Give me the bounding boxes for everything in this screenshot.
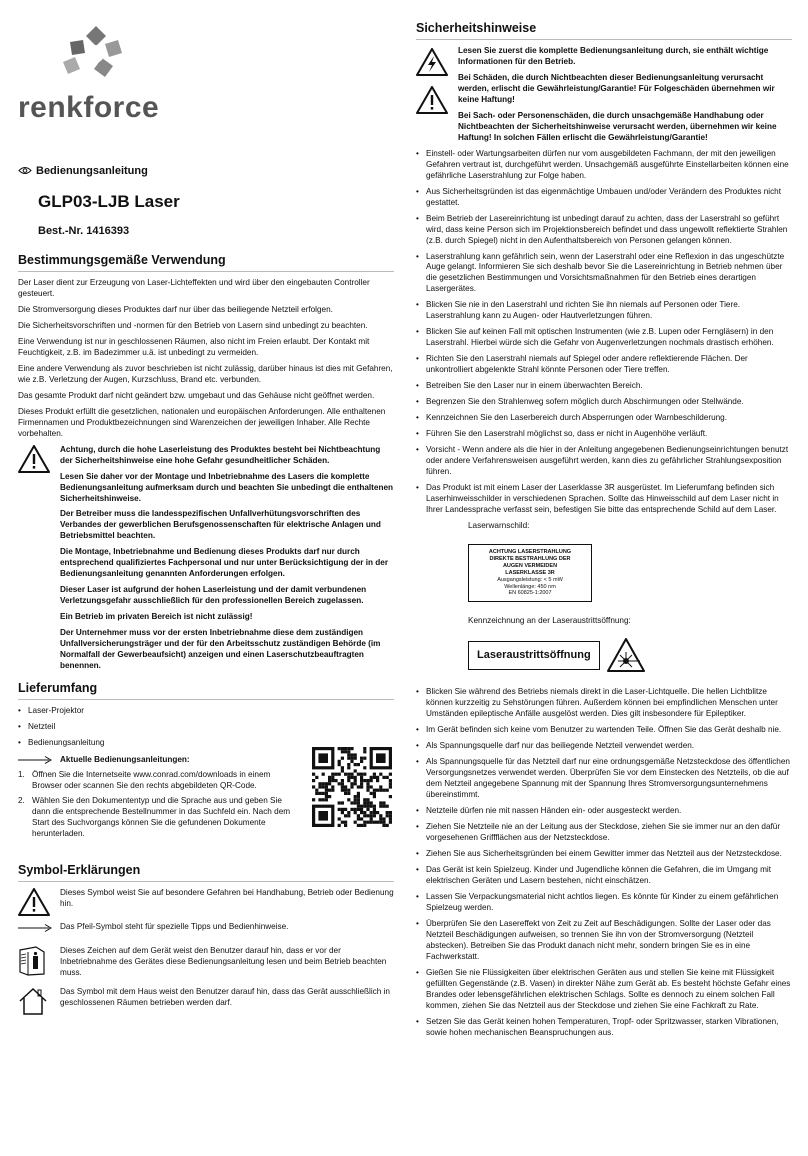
scope-list (18, 706, 394, 749)
order-number: Best.-Nr. 1416393 (38, 224, 130, 237)
qr-code[interactable] (312, 747, 392, 827)
warning-paragraph: Ein Betrieb im privaten Bereich ist nicht zulässig! (60, 612, 253, 622)
list-item: • Als Spannungsquelle für das Netzteil darf nur eine ordnungsgemäße Netzsteckdose des öffentlichen Versorgungsnetzes verwendet werden. Überprüfen Sie vor dem Einstecken des Netzteils, ob die auf dem Netzteil angegebene Spannung mit der Spannung Ihres Stromversorgungsunternehmens übereinstimmt. (416, 757, 792, 801)
list-item: • Bedienungsanleitung (18, 738, 394, 749)
list-item: • Ziehen Sie aus Sicherheitsgründen bei einem Gewitter immer das Netzteil aus der Netzsteckdose. (416, 849, 792, 860)
list-item: • Einstell- oder Wartungsarbeiten dürfen nur vom ausgebildeten Fachmann, der mit den jeweiligen Gefahren vertraut ist, durchgeführt werden. Unsachgemäß ausgeführte Einstellarbeiten können eine gefährliche Laserstrahlung zur Folge haben. (416, 149, 792, 182)
document-header (18, 164, 394, 238)
symbol-row-manual (18, 946, 394, 979)
logo-mark-icon (18, 22, 168, 92)
list-item: • Das Gerät ist kein Spielzeug. Kinder und Jugendliche können die Gefahren, die im Umgang mit elektrischen Geräten und Lasern bestehen, nicht einschätzen. (416, 865, 792, 887)
paragraph: Eine andere Verwendung als zuvor beschrieben ist nicht zulässig, darüber hinaus ist dies mit Gefahren, wie z.B. Verletzung der Augen, Kurzschluss, Brand etc. verbunden. (18, 363, 393, 384)
scope-heading: Lieferumfang (18, 680, 394, 700)
list-item: • Führen Sie den Laserstrahl möglichst so, dass er nicht in Augenhöhe verläuft. (416, 429, 792, 440)
eye-icon (18, 166, 32, 175)
laser-hazard-icon (606, 637, 646, 673)
safety-heading: Sicherheitshinweise (416, 20, 792, 40)
label-line: AUGEN VERMEIDEN (502, 562, 558, 569)
step-number: 1. (18, 769, 25, 779)
right-column (416, 20, 792, 1044)
intro-paragraph: Bei Sach- oder Personenschäden, die durch unsachgemäße Handhabung oder Nichtbeachten der Sicherheitshinweise verursacht werden, übernehmen wir keine Haftung! In solchen Fällen erlischt die Gewährleistung/Garantie! (458, 110, 777, 142)
warning-paragraph: Achtung, durch die hohe Laserleistung des Produktes besteht bei Nichtbeachtung der Sicherheitshinweise eine hohe Gefahr gesundheitlicher Schäden. (60, 444, 381, 465)
product-title: GLP03-LJB Laser (38, 191, 180, 211)
list-item: • Blicken Sie nie in den Laserstrahl und richten Sie ihn niemals auf Personen oder Tiere. Laserstrahlung kann zu Augen- oder Hautverletzungen führen. (416, 300, 792, 322)
list-item: • Ziehen Sie Netzteile nie an der Leitung aus der Steckdose, ziehen Sie sie immer nur an den dafür vorgesehenen Griffflächen aus der Netzsteckdose. (416, 822, 792, 844)
symbol-text: Dieses Symbol weist Sie auf besondere Gefahren bei Handhabung, Betrieb oder Bedienung hin. (60, 887, 394, 908)
paragraph: Das gesamte Produkt darf nicht geändert bzw. umgebaut und das Gehäuse nicht geöffnet werden. (18, 390, 375, 400)
list-item: • Gießen Sie nie Flüssigkeiten über elektrischen Geräten aus und stellen Sie keine mit Flüssigkeit gefüllten Gegenstände (z.B. Vasen) in direkter Nähe zum Gerät ab. Es besteht höchste Gefahr eines Brandes oder lebensgefährlichen elektrischen Schlags. Sollte es dennoch zu einem solchen Fall kommen, ziehen Sie das Netzteil aus der Steckdose und ziehen Sie eine Fachkraft zu Rate. (416, 968, 792, 1012)
aperture-caption: Kennzeichnung an der Laseraustrittsöffnung: (468, 616, 631, 626)
list-item: • Setzen Sie das Gerät keinen hohen Temperaturen, Tropf- oder Spritzwasser, starken Vibrationen, sowie hohen mechanischen Beanspruchungen aus. (416, 1017, 792, 1039)
warning-paragraph: Der Betreiber muss die landesspezifischen Unfallverhütungsvorschriften des Verbandes der gewerblichen Berufsgenossenschaften für elektrische Anlagen und Betriebsmittel beachten. (60, 509, 381, 541)
warning-triangle-icon (18, 888, 50, 916)
list-item: • Im Gerät befinden sich keine vom Benutzer zu wartenden Teile. Öffnen Sie das Gerät deshalb nie. (416, 725, 792, 736)
brand-name: renkforce (18, 91, 160, 124)
list-item: • Überprüfen Sie den Lasereffekt von Zeit zu Zeit auf Beschädigungen. Sollte der Laser oder das Netzteil Beschädigungen aufweisen, so trennen Sie ihn von der Stromversorgung (Netzteil abstecken). Betreiben Sie das Produkt danach nicht mehr, sondern bringen Sie es in eine Fachwerkstatt. (416, 919, 792, 963)
list-item: • Betreiben Sie den Laser nur in einem überwachten Bereich. (416, 381, 792, 392)
document-type: Bedienungsanleitung (36, 165, 148, 177)
brand-logo (18, 22, 168, 122)
arrow-icon (18, 756, 52, 764)
laser-warning-label (468, 544, 592, 602)
list-item: • Blicken Sie auf keinen Fall mit optischen Instrumenten (wie z.B. Lupen oder Ferngläsern) in den Laserstrahl. Hierbei würde sich die Gefahr von Augenverletzungen nochmals drastisch erhöhen. (416, 327, 792, 349)
list-item: • Vorsicht - Wenn andere als die hier in der Anleitung angegebenen Bedienungseinrichtungen benutzt oder andere Verfahrensweisen ausgeführt werden, kann dies zu gefährlicher Strahlungsexposition führen. (416, 445, 792, 478)
left-column (18, 252, 394, 1021)
list-item: • Laserstrahlung kann gefährlich sein, wenn der Laserstrahl oder eine Reflexion in das ungeschützte Auge gelangt. Informieren Sie sich deshalb bevor Sie die Lasereinrichtung in Betrieb nehmen über die gesetzlichen Bestimmungen und Vorsichtsmaßnahmen für den Betrieb eines derartigen Lasergerätes. (416, 252, 792, 296)
symbols-heading: Symbol-Erklärungen (18, 862, 394, 882)
list-item: • Das Produkt ist mit einem Laser der Laserklasse 3R ausgerüstet. Im Lieferumfang befinden sich Laserhinweisschilder in verschiedenen Sprachen. Sollte das Hinweisschild auf dem Laser nicht in Ihrer Landessprache verfasst sein, befestigen Sie bitte das entsprechende Schild auf dem Laser. (416, 483, 792, 516)
list-item: • Aus Sicherheitsgründen ist das eigenmächtige Umbauen und/oder Verändern des Produktes nicht gestattet. (416, 187, 792, 209)
intro-paragraph: Lesen Sie zuerst die komplette Bedienungsanleitung durch, sie enthält wichtige Informationen für den Betrieb. (458, 45, 769, 66)
paragraph: Eine Verwendung ist nur in geschlossenen Räumen, also nicht im Freien erlaubt. Der Kontakt mit Feuchtigkeit, z.B. im Badezimmer u.ä. ist unbedingt zu vermeiden. (18, 336, 370, 357)
laser-warning-label-section (416, 521, 792, 673)
aperture-label: Laseraustrittsöffnung (468, 641, 600, 670)
step-text: Wählen Sie den Dokumententyp und die Sprache aus und geben Sie dann die entsprechende Bestellnummer in das Suchfeld ein. Nach dem Start des Suchvorgangs können Sie die gefundenen Dokumente herunterladen. (32, 795, 291, 838)
current-manuals-label: Aktuelle Bedienungsanleitungen: (60, 754, 190, 764)
paragraph: Die Stromversorgung dieses Produktes darf nur über das beiliegende Netzteil erfolgen. (18, 304, 333, 314)
list-item: • Netzteile dürfen nie mit nassen Händen ein- oder ausgesteckt werden. (416, 806, 792, 817)
list-item: • Richten Sie den Laserstrahl niemals auf Spiegel oder andere reflektierende Flächen. Der unkontrolliert abgelenkte Strahl könnte Personen oder Tiere treffen. (416, 354, 792, 376)
warning-label-caption: Laserwarnschild: (468, 521, 530, 531)
intended-use-text (18, 278, 394, 440)
label-line: LASERKLASSE 3R (505, 569, 555, 576)
step-number: 2. (18, 795, 25, 805)
warning-paragraph: Dieser Laser ist aufgrund der hohen Laserleistung und der damit verbundenen Verletzungsgefahr ausschließlich für den professionellen Bereich zugelassen. (60, 585, 367, 606)
list-item: • Begrenzen Sie den Strahlenweg sofern möglich durch Abschirmungen oder Stellwände. (416, 397, 792, 408)
intended-use-heading: Bestimmungsgemäße Verwendung (18, 252, 394, 272)
house-icon (18, 987, 48, 1015)
label-line: Ausgangsleistung: < 5 mW (497, 576, 563, 583)
symbol-text: Dieses Zeichen auf dem Gerät weist den Benutzer darauf hin, dass er vor der Inbetriebnahme des Gerätes diese Bedienungsanleitung lesen und beim Betrieb beachten muss. (60, 945, 387, 977)
paragraph: Der Laser dient zur Erzeugung von Laser-Lichteffekten und wird über den eingebauten Controller gesteuert. (18, 277, 370, 298)
safety-list-b (416, 687, 792, 1039)
symbol-row-indoor (18, 987, 394, 1013)
intended-use-warning (18, 445, 394, 673)
label-line: Wellenlänge: 450 nm (504, 583, 556, 590)
intro-paragraph: Bei Schäden, die durch Nichtbeachten dieser Bedienungsanleitung verursacht werden, erlischt die Gewährleistung/Garantie! Für Folgeschäden übernehmen wir keine Haftung! (458, 72, 775, 104)
warning-triangle-icon (416, 86, 448, 114)
symbol-row-arrow (18, 922, 394, 938)
paragraph: Die Sicherheitsvorschriften und -normen für den Betrieb von Lasern sind unbedingt zu beachten. (18, 320, 368, 330)
aperture-label-row (468, 637, 792, 673)
label-line: EN 60825-1:2007 (508, 590, 552, 597)
list-item: • Lassen Sie Verpackungsmaterial nicht achtlos liegen. Es könnte für Kinder zu einem gefährlichen Spielzeug werden. (416, 892, 792, 914)
list-item: • Netzteil (18, 722, 394, 733)
arrow-icon (18, 924, 52, 932)
symbol-text: Das Symbol mit dem Haus weist den Benutzer darauf hin, dass das Gerät ausschließlich in geschlossenen Räumen betrieben werden darf. (60, 986, 390, 1007)
symbols-list (18, 888, 394, 1013)
list-item: • Laser-Projektor (18, 706, 394, 717)
step-item (18, 796, 296, 840)
warning-paragraph: Die Montage, Inbetriebnahme und Bedienung dieses Produkts darf nur durch entsprechend qualifiziertes Fachpersonal und nur unter Berücksichtigung der in der Bedienungsanleitung genannten Anforderungen erfolgen. (60, 547, 389, 579)
manuals-section (18, 755, 394, 840)
list-item: • Als Spannungsquelle darf nur das beiliegende Netzteil verwendet werden. (416, 741, 792, 752)
list-item: • Blicken Sie während des Betriebs niemals direkt in die Laser-Lichtquelle. Die hellen Lichtblitze können kurzzeitig zu Sehstörungen führen. Außerdem können bei empfindlichen Menschen unter Umständen epileptische Anfälle ausgelöst werden. Dies gilt insbesondere für Epileptiker. (416, 687, 792, 720)
step-text: Öffnen Sie die Internetseite www.conrad.com/downloads in einem Browser oder scannen Sie den rechts abgebildeten QR-Code. (32, 769, 271, 790)
download-steps (18, 770, 296, 840)
electric-hazard-icon (416, 48, 448, 76)
label-line: ACHTUNG LASERSTRAHLUNG (488, 549, 572, 556)
warning-paragraph: Lesen Sie daher vor der Montage und Inbetriebnahme des Lasers die komplette Bedienungsanleitung aufmerksam durch und beachten Sie unbedingt die enthaltenen Sicherheitshinweise. (60, 471, 394, 503)
list-item: • Kennzeichnen Sie den Laserbereich durch Absperrungen oder Warnbeschilderung. (416, 413, 792, 424)
step-item (18, 770, 296, 792)
safety-intro (416, 46, 792, 144)
symbol-text: Das Pfeil-Symbol steht für spezielle Tipps und Bedienhinweise. (60, 921, 289, 931)
label-line: DIREKTE BESTRAHLUNG DER (489, 556, 571, 563)
read-manual-icon (18, 946, 46, 976)
warning-paragraph: Der Unternehmer muss vor der ersten Inbetriebnahme diese dem zuständigen Unfallversicherungsträger und der für den Arbeitsschutz zuständigen Behörde (im Normalfall der Gewerbeaufsicht) anzeigen und einen Laserschutzbeauftragten benennen. (60, 628, 381, 671)
list-item: • Beim Betrieb der Lasereinrichtung ist unbedingt darauf zu achten, dass der Laserstrahl so geführt wird, dass keine Person sich im Projektionsbereich befindet und dass ungewollt reflektierte Strahlen (z.B. durch Spiegel) nicht in den Aufenthaltsbereich von Personen gelangen können. (416, 214, 792, 247)
symbol-row-warning (18, 888, 394, 914)
warning-triangle-icon (18, 445, 50, 473)
paragraph: Dieses Produkt erfüllt die gesetzlichen, nationalen und europäischen Anforderungen. Alle enthaltenen Firmennamen und Produktbezeichnungen sind Warenzeichen der jeweiligen Inhaber. Alle Rechte vorbehalten. (18, 406, 386, 438)
safety-list-a (416, 149, 792, 517)
